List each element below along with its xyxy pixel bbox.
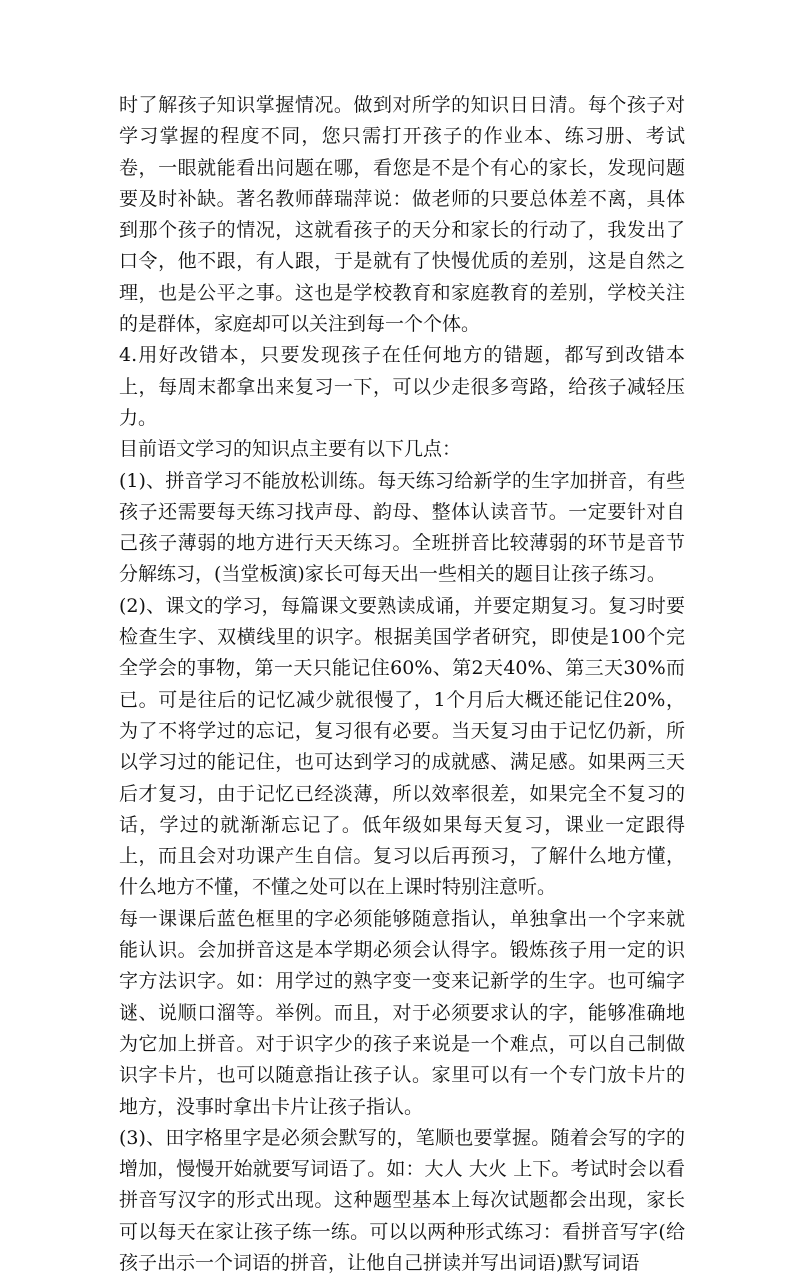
paragraph-text-review: (2)、课文的学习，每篇课文要熟读成诵，并要定期复习。复习时要检查生字、双横线里的识字。根据美国学者研究，即使是100个完全学会的事物，第一天只能记住60%、第2天40%、第三天30%而已。可是往后的记忆减少就很慢了，1个月后大概还能记住20%，为了不将学过的忘记，复习很有必要。当天复习由于记忆仍新，所以学习过的能记住，也可达到学习的成就感、满足感。如果两三天后才复习，由于记忆已经淡薄，所以效率很差，如果完全不复习的话，学过的就渐渐忘记了。低年级如果每天复习，课业一定跟得上，而且会对功课产生自信。复习以后再预习，了解什么地方懂，什么地方不懂，不懂之处可以在上课时特别注意听。 <box>119 594 685 899</box>
document-body <box>119 90 685 1279</box>
paragraph-knowledge-points-intro: 目前语文学习的知识点主要有以下几点： <box>119 438 462 461</box>
paragraph-dictation: (3)、田字格里字是必须会默写的，笔顺也要掌握。随着会写的字的增加，慢慢开始就要写词语了。如：大人 大火 上下。考试时会以看拼音写汉字的形式出现。这种题型基本上每次试题都会出现，家长可以每天在家让孩子练一练。可以以两种形式练习：看拼音写字(给孩子出示一个词语的拼音，让他自己拼读并写出词语)默写词语 <box>119 1126 685 1274</box>
paragraph-pinyin: (1)、拼音学习不能放松训练。每天练习给新学的生字加拼音，有些孩子还需要每天练习找声母、韵母、整体认读音节。一定要针对自己孩子薄弱的地方进行天天练习。全班拼音比较薄弱的环节是音节分解练习，(当堂板演)家长可每天出一些相关的题目让孩子练习。 <box>119 469 685 586</box>
paragraph-character-recognition: 每一课课后蓝色框里的字必须能够随意指认，单独拿出一个字来就能认识。会加拼音这是本学期必须会认得字。锻炼孩子用一定的识字方法识字。如：用学过的熟字变一变来记新学的生字。也可编字谜、说顺口溜等。举例。而且，对于必须要求认的字，能够准确地为它加上拼音。对于识字少的孩子来说是一个难点，可以自己制做识字卡片，也可以随意指让孩子认。家里可以有一个专门放卡片的地方，没事时拿出卡片让孩子指认。 <box>119 907 685 1118</box>
paragraph-error-notebook: 4.用好改错本，只要发现孩子在任何地方的错题，都写到改错本上，每周末都拿出来复习一下，可以少走很多弯路，给孩子减轻压力。 <box>119 344 685 429</box>
paragraph-parent-tips: 时了解孩子知识掌握情况。做到对所学的知识日日清。每个孩子对学习掌握的程度不同，您只需打开孩子的作业本、练习册、考试卷，一眼就能看出问题在哪，看您是不是个有心的家长，发现问题要及时补缺。著名教师薛瑞萍说：做老师的只要总体差不离，具体到那个孩子的情况，这就看孩子的天分和家长的行动了，我发出了口令，他不跟，有人跟，于是就有了快慢优质的差别，这是自然之理，也是公平之事。这也是学校教育和家庭教育的差别，学校关注的是群体，家庭却可以关注到每一个个体。 <box>119 94 685 336</box>
